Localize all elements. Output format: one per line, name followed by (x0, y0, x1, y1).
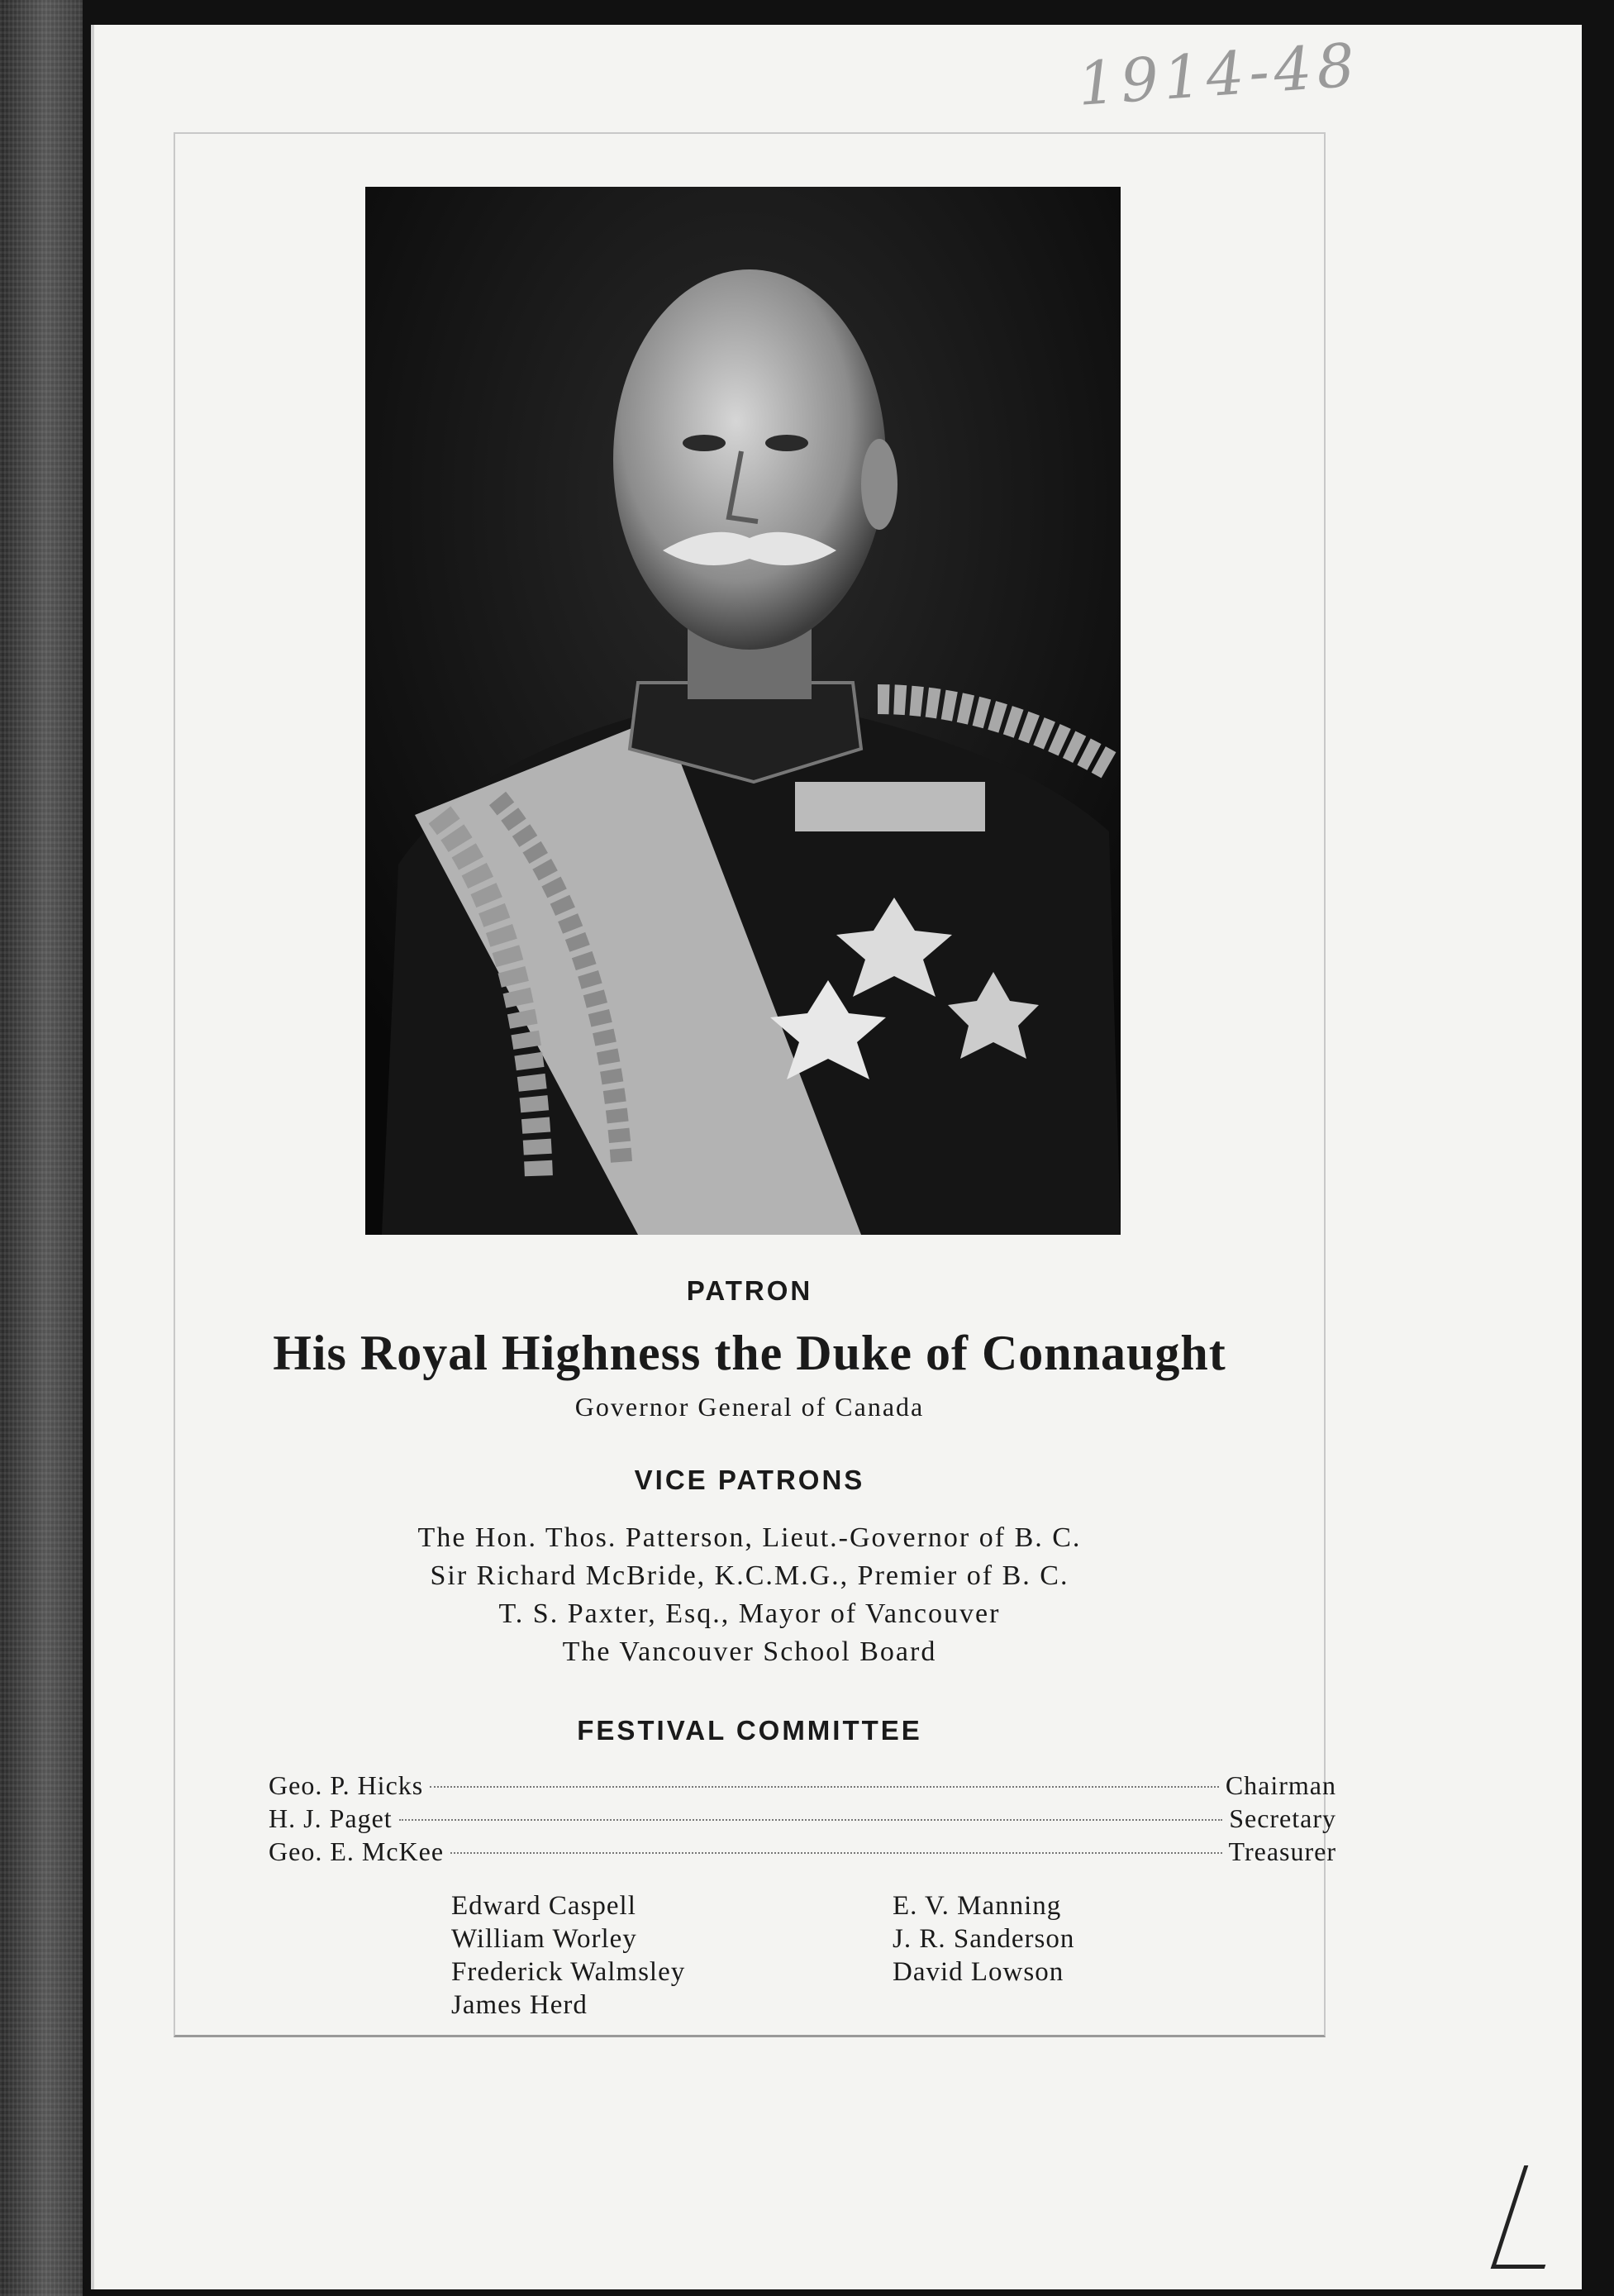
officer-name: H. J. Paget (269, 1803, 393, 1833)
handwritten-note: 1914-48 (1075, 30, 1362, 119)
officer-role: Chairman (1225, 1770, 1336, 1800)
committee-member: Edward Caspell (451, 1891, 636, 1921)
vice-patron-line: The Vancouver School Board (562, 1636, 937, 1667)
dot-leader (430, 1786, 1219, 1788)
festival-committee-heading: FESTIVAL COMMITTEE (577, 1715, 922, 1746)
committee-member: J. R. Sanderson (893, 1924, 1075, 1954)
committee-members-right (893, 1889, 1074, 1989)
portrait-photo (365, 187, 1121, 1235)
committee-members-left (451, 1889, 685, 2022)
officer-row (269, 1836, 1336, 1870)
officer-row (269, 1770, 1336, 1803)
dot-leader (399, 1819, 1223, 1821)
officer-name: Geo. P. Hicks (269, 1770, 424, 1800)
officer-name: Geo. E. McKee (269, 1836, 445, 1866)
patron-heading: PATRON (686, 1275, 813, 1306)
committee-member: James Herd (451, 1990, 588, 2020)
officer-role: Treasurer (1228, 1836, 1336, 1866)
portrait-illustration (365, 187, 1121, 1235)
vice-patrons-heading: VICE PATRONS (634, 1465, 865, 1495)
dot-leader (450, 1852, 1222, 1854)
committee-member: E. V. Manning (893, 1891, 1062, 1921)
officer-role: Secretary (1229, 1803, 1336, 1833)
book-spine (0, 0, 83, 2296)
committee-member: Frederick Walmsley (451, 1957, 686, 1987)
patron-title: Governor General of Canada (574, 1392, 925, 1422)
patron-name: His Royal Highness the Duke of Connaught (273, 1326, 1226, 1380)
committee-member: William Worley (451, 1924, 637, 1954)
committee-member: David Lowson (893, 1957, 1064, 1987)
vice-patron-line: Sir Richard McBride, K.C.M.G., Premier of B. C. (430, 1560, 1069, 1591)
corner-mark (1491, 2165, 1578, 2269)
vice-patron-line: The Hon. Thos. Patterson, Lieut.-Governor of B. C. (417, 1522, 1082, 1553)
officer-row (269, 1803, 1336, 1836)
vice-patron-line: T. S. Paxter, Esq., Mayor of Vancouver (498, 1598, 1001, 1629)
